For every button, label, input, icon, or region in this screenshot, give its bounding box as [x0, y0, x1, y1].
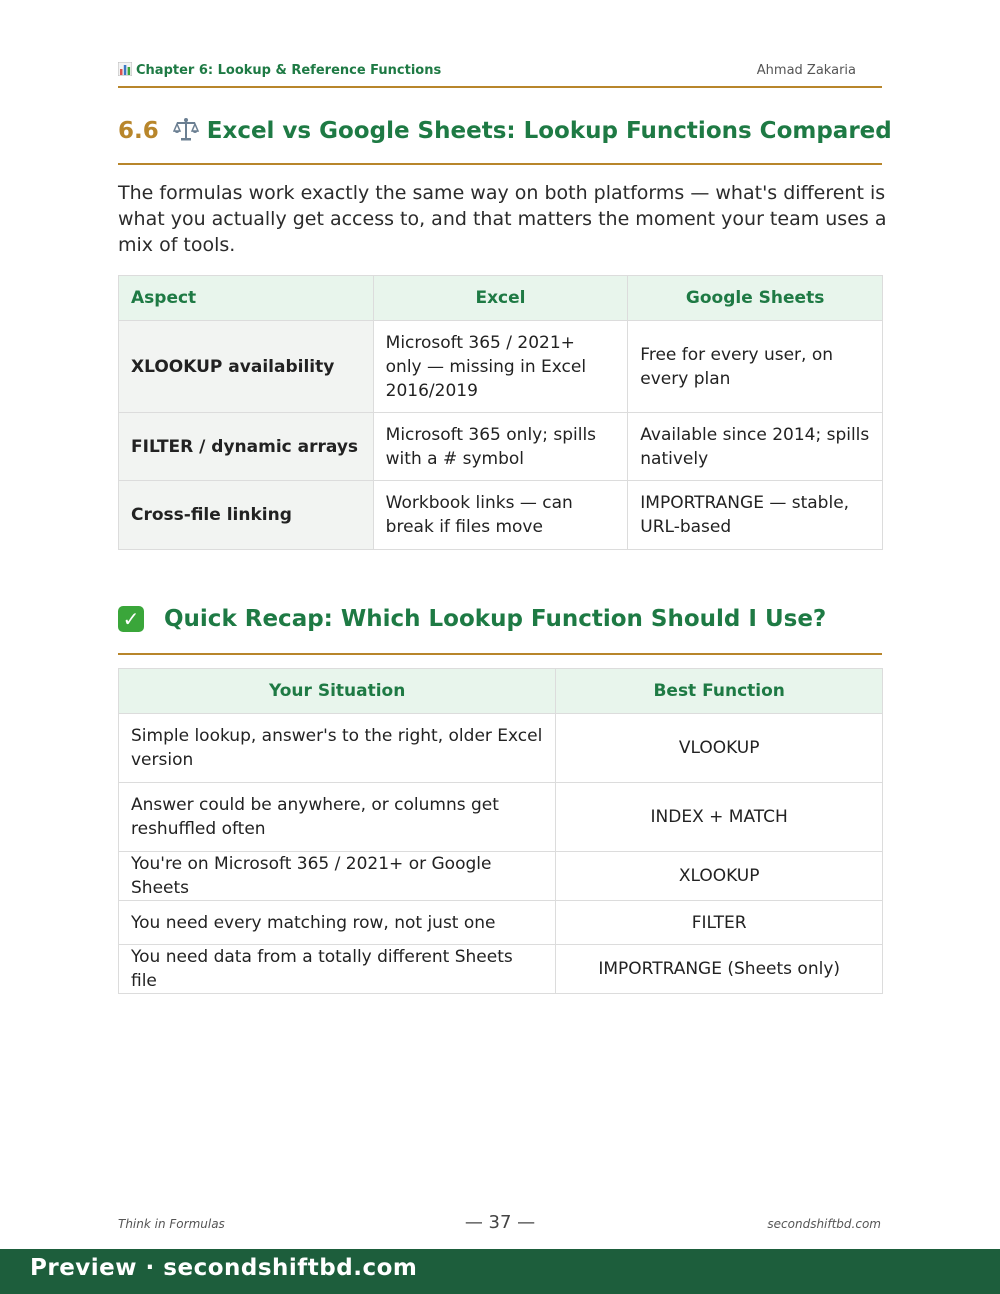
- google-sheets-cell: IMPORTRANGE — stable, URL-based: [628, 481, 883, 550]
- chapter-title: Chapter 6: Lookup & Reference Functions: [136, 63, 442, 78]
- check-mark-icon: ✓: [118, 606, 144, 632]
- table-row: [119, 714, 883, 783]
- best-function-cell: IMPORTRANGE (Sheets only): [556, 945, 883, 994]
- table-header-row: [119, 669, 883, 714]
- footer-book-title: Think in Formulas: [118, 1217, 225, 1231]
- situation-cell: You need every matching row, not just one: [119, 901, 556, 945]
- page-number: — 37 —: [464, 1212, 536, 1233]
- aspect-cell: XLOOKUP availability: [119, 321, 374, 413]
- aspect-cell: FILTER / dynamic arrays: [119, 413, 374, 481]
- excel-cell: Microsoft 365 / 2021+ only — missing in Excel 2016/2019: [373, 321, 628, 413]
- column-header-best-function: Best Function: [556, 669, 883, 714]
- situation-cell: Simple lookup, answer's to the right, older Excel version: [119, 714, 556, 783]
- comparison-table: [118, 275, 883, 550]
- best-function-cell: INDEX + MATCH: [556, 783, 883, 852]
- best-function-cell: XLOOKUP: [556, 852, 883, 901]
- google-sheets-cell: Free for every user, on every plan: [628, 321, 883, 413]
- balance-scale-icon: [173, 116, 199, 142]
- excel-cell: Microsoft 365 only; spills with a # symbol: [373, 413, 628, 481]
- recap-table: [118, 668, 883, 994]
- table-row: [119, 413, 883, 481]
- column-header-google-sheets: Google Sheets: [628, 276, 883, 321]
- section-title-recap: [118, 606, 882, 655]
- bar-chart-icon: [118, 62, 132, 80]
- aspect-cell: Cross-file linking: [119, 481, 374, 550]
- page-header: [118, 58, 882, 88]
- table-header-row: [119, 276, 883, 321]
- section-title-comparison: [118, 116, 892, 165]
- section-number: 6.6: [118, 118, 159, 144]
- preview-banner: [0, 1249, 1000, 1294]
- preview-banner-text: Preview · secondshiftbd.com: [30, 1255, 418, 1281]
- column-header-excel: Excel: [373, 276, 628, 321]
- column-header-situation: Your Situation: [119, 669, 556, 714]
- google-sheets-cell: Available since 2014; spills natively: [628, 413, 883, 481]
- situation-cell: Answer could be anywhere, or columns get reshuffled often: [119, 783, 556, 852]
- best-function-cell: VLOOKUP: [556, 714, 883, 783]
- footer-website: secondshiftbd.com: [767, 1217, 881, 1231]
- intro-paragraph: The formulas work exactly the same way on both platforms — what's different is what you actually get access to, and that matters the moment your team uses a mix of tools.: [118, 182, 887, 256]
- situation-cell: You need data from a totally different Sheets file: [119, 945, 556, 994]
- chapter-label: [118, 62, 441, 80]
- table-row: [119, 945, 883, 994]
- table-row: [119, 901, 883, 945]
- excel-cell: Workbook links — can break if files move: [373, 481, 628, 550]
- best-function-cell: FILTER: [556, 901, 883, 945]
- table-row: [119, 481, 883, 550]
- table-row: [119, 321, 883, 413]
- column-header-aspect: Aspect: [119, 276, 374, 321]
- author-name: Ahmad Zakaria: [756, 63, 856, 78]
- section-heading-text: Quick Recap: Which Lookup Function Should I Use?: [164, 606, 827, 632]
- table-row: [119, 783, 883, 852]
- situation-cell: You're on Microsoft 365 / 2021+ or Google Sheets: [119, 852, 556, 901]
- table-row: [119, 852, 883, 901]
- section-heading-text: Excel vs Google Sheets: Lookup Functions Compared: [206, 118, 892, 144]
